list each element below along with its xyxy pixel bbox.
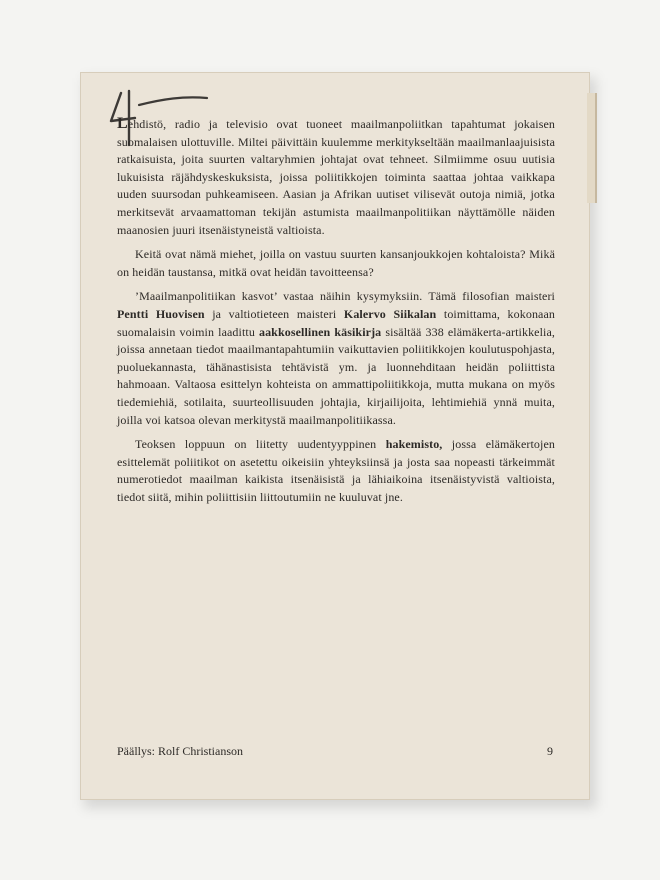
editor-name-1: Pentti Huovisen bbox=[117, 306, 205, 321]
paragraph-2-text: Keitä ovat nämä miehet, joilla on vastuu suurten kansanjoukkojen kohtaloista? Mikä on heidän taustansa, mitkä ovat heidän tavoitteensa? bbox=[117, 247, 555, 279]
paragraph-2 bbox=[117, 246, 555, 281]
paragraph-3-part-3: toimittama, kokonaan suomalaisin voimin laadittu bbox=[117, 306, 556, 339]
paragraph-3 bbox=[117, 288, 555, 429]
paragraph-1 bbox=[117, 115, 555, 239]
editor-name-2: Kalervo Siikalan bbox=[343, 306, 437, 321]
paragraph-1-text: ehdistö, radio ja televisio ovat tuoneet maailmanpoliitkan tapahtumat jokaisen suomalaisen ulottuville. Miltei päivittäin kuulemme merkitykseltään maailmanlaajuisista ratkaisuista, joita suurten valtaryhmien johtajat ovat tehneet. Silmiimme osuu uutisia lukuisista räjähdyskeskuksista, joissa poliitikkojen toiminta saattaa johtaa vaikkapa uuden suursodan puhkeamiseen. Aasian ja Afrikan uutiset vilisevät outoja nimiä, jotka merkitsevät arvaamattoman tekijän astumista maailmanpolitiikan näyttämölle näiden maanosien juuri itsenäistyneistä valtioista. bbox=[117, 117, 555, 237]
page-number: 9 bbox=[547, 744, 553, 758]
paragraph-3-part-4: sisältää 338 elämäkerta-artikkelia, joissa annetaan tiedot maailmantapahtumiin vaikuttavien poliitikkojen koulutuspohjasta, puoluekannasta, tähänastisista tehtävistä ym. ja luonnehditaan heidän poliittista hahmoaan. Valtaosa esittelyn kohteista on ammattipoliitikkoja, mutta mukana on myös tiedemiehiä, sotilaita, suurteollisuuden johtajia, kirjailijoita, lehtimiehiä ynnä muita, joilla voi katsoa olevan merkitystä maailmanpolitiikassa. bbox=[117, 324, 556, 427]
book-type: aakkosellinen käsikirja bbox=[258, 324, 382, 339]
paragraph-4-part-1: Teoksen loppuun on liitetty uudentyyppinen bbox=[135, 437, 386, 452]
paragraph-4 bbox=[117, 436, 555, 506]
index-highlight: hakemisto, bbox=[385, 437, 443, 452]
paragraph-3-part-1: ’Maailmanpolitiikan kasvot’ vastaa näihin kysymyksiin. Tämä filosofian maisteri bbox=[135, 289, 555, 304]
paragraph-4-part-2: jossa elämäkertojen esittelemät poliitikot on asetettu oikeisiin yhteyksiinsä ja josta saa nopeasti tärkeimmät numerotiedot maailman kaikista itsenäisistä ja lähiaikoina itsenäistyvistä valtioista, tiedot siitä, mihin poliittisiin liittoutumiin ne kuuluvat jne. bbox=[117, 437, 555, 504]
cover-credit: Päällys: Rolf Christianson bbox=[117, 744, 243, 758]
paragraph-3-part-2: ja valtiotieteen maisteri bbox=[204, 306, 344, 321]
dropcap: L bbox=[117, 115, 128, 132]
book-back-cover bbox=[80, 72, 590, 800]
footer bbox=[117, 744, 553, 759]
back-cover-text bbox=[117, 115, 555, 506]
